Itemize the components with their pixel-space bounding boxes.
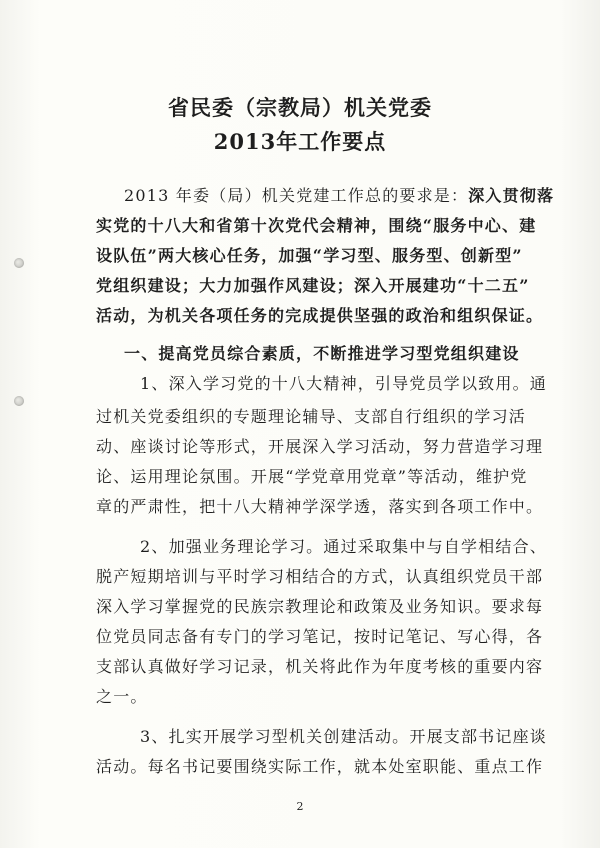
body-line xyxy=(96,564,543,587)
body-line xyxy=(140,724,547,747)
body-line xyxy=(96,624,543,647)
line-text: 过机关党委组织的专题理论辅导、支部自行组织的学习活 xyxy=(96,407,527,426)
line-emphasis: 深入贯彻落 xyxy=(468,186,555,205)
body-line xyxy=(96,404,526,427)
body-line xyxy=(96,303,543,326)
line-text: 活动。每名书记要围绕实际工作，就本处室职能、重点工作 xyxy=(96,757,544,776)
document-title: 省民委（宗教局）机关党委 xyxy=(168,95,432,120)
line-text: 深入学习掌握党的民族宗教理论和政策及业务知识。要求每 xyxy=(96,597,544,616)
line-text: 3、扎实开展学习型机关创建活动。开展支部书记座谈 xyxy=(140,727,547,746)
line-text: 1、深入学习党的十八大精神，引导党员学以致用。通 xyxy=(140,374,547,393)
body-line xyxy=(96,494,543,517)
line-text: 位党员同志备有专门的学习笔记，按时记笔记、写心得，各 xyxy=(96,627,544,646)
line-text: 章的严肃性，把十八大精神学深学透，落实到各项工作中。 xyxy=(96,497,544,516)
body-line xyxy=(96,464,528,487)
body-line xyxy=(96,754,543,777)
body-line xyxy=(96,434,543,457)
body-line xyxy=(96,213,536,236)
line-text: 支部认真做好学习记录，机关将此作为年度考核的重要内容 xyxy=(96,657,544,676)
body-line xyxy=(124,341,520,364)
line-emphasis: 实党的十八大和省第十次党代会精神，围绕“服务中心、建 xyxy=(96,216,537,235)
page-number: 2 xyxy=(296,800,304,813)
punch-hole xyxy=(14,396,24,406)
body-line xyxy=(96,684,148,707)
punch-hole xyxy=(14,258,24,268)
body-line xyxy=(140,534,547,557)
line-text: 2、加强业务理论学习。通过采取集中与自学相结合、 xyxy=(140,537,547,556)
body-line xyxy=(96,654,543,677)
line-text: 论、运用理论氛围。开展“学党章用党章”等活动，维护党 xyxy=(96,467,528,486)
line-text: 之一。 xyxy=(96,687,148,706)
body-line xyxy=(124,183,554,206)
line-text: 2013 年委（局）机关党建工作总的要求是： xyxy=(124,186,469,205)
line-text: 脱产短期培训与平时学习相结合的方式，认真组织党员干部 xyxy=(96,567,544,586)
line-text: 动、座谈讨论等形式，开展深入学习活动，努力营造学习理 xyxy=(96,437,544,456)
line-emphasis: 一、提高党员综合素质，不断推进学习型党组织建设 xyxy=(124,344,520,363)
document-subtitle: 2013年工作要点 xyxy=(213,129,387,154)
body-line xyxy=(96,273,530,296)
line-emphasis: 党组织建设；大力加强作风建设；深入开展建功“十二五” xyxy=(96,276,530,295)
line-emphasis: 活动，为机关各项任务的完成提供坚强的政治和组织保证。 xyxy=(96,306,544,325)
body-line xyxy=(140,371,547,394)
body-line xyxy=(96,594,543,617)
body-line xyxy=(96,243,523,266)
line-emphasis: 设队伍”两大核心任务，加强“学习型、服务型、创新型” xyxy=(96,246,523,265)
